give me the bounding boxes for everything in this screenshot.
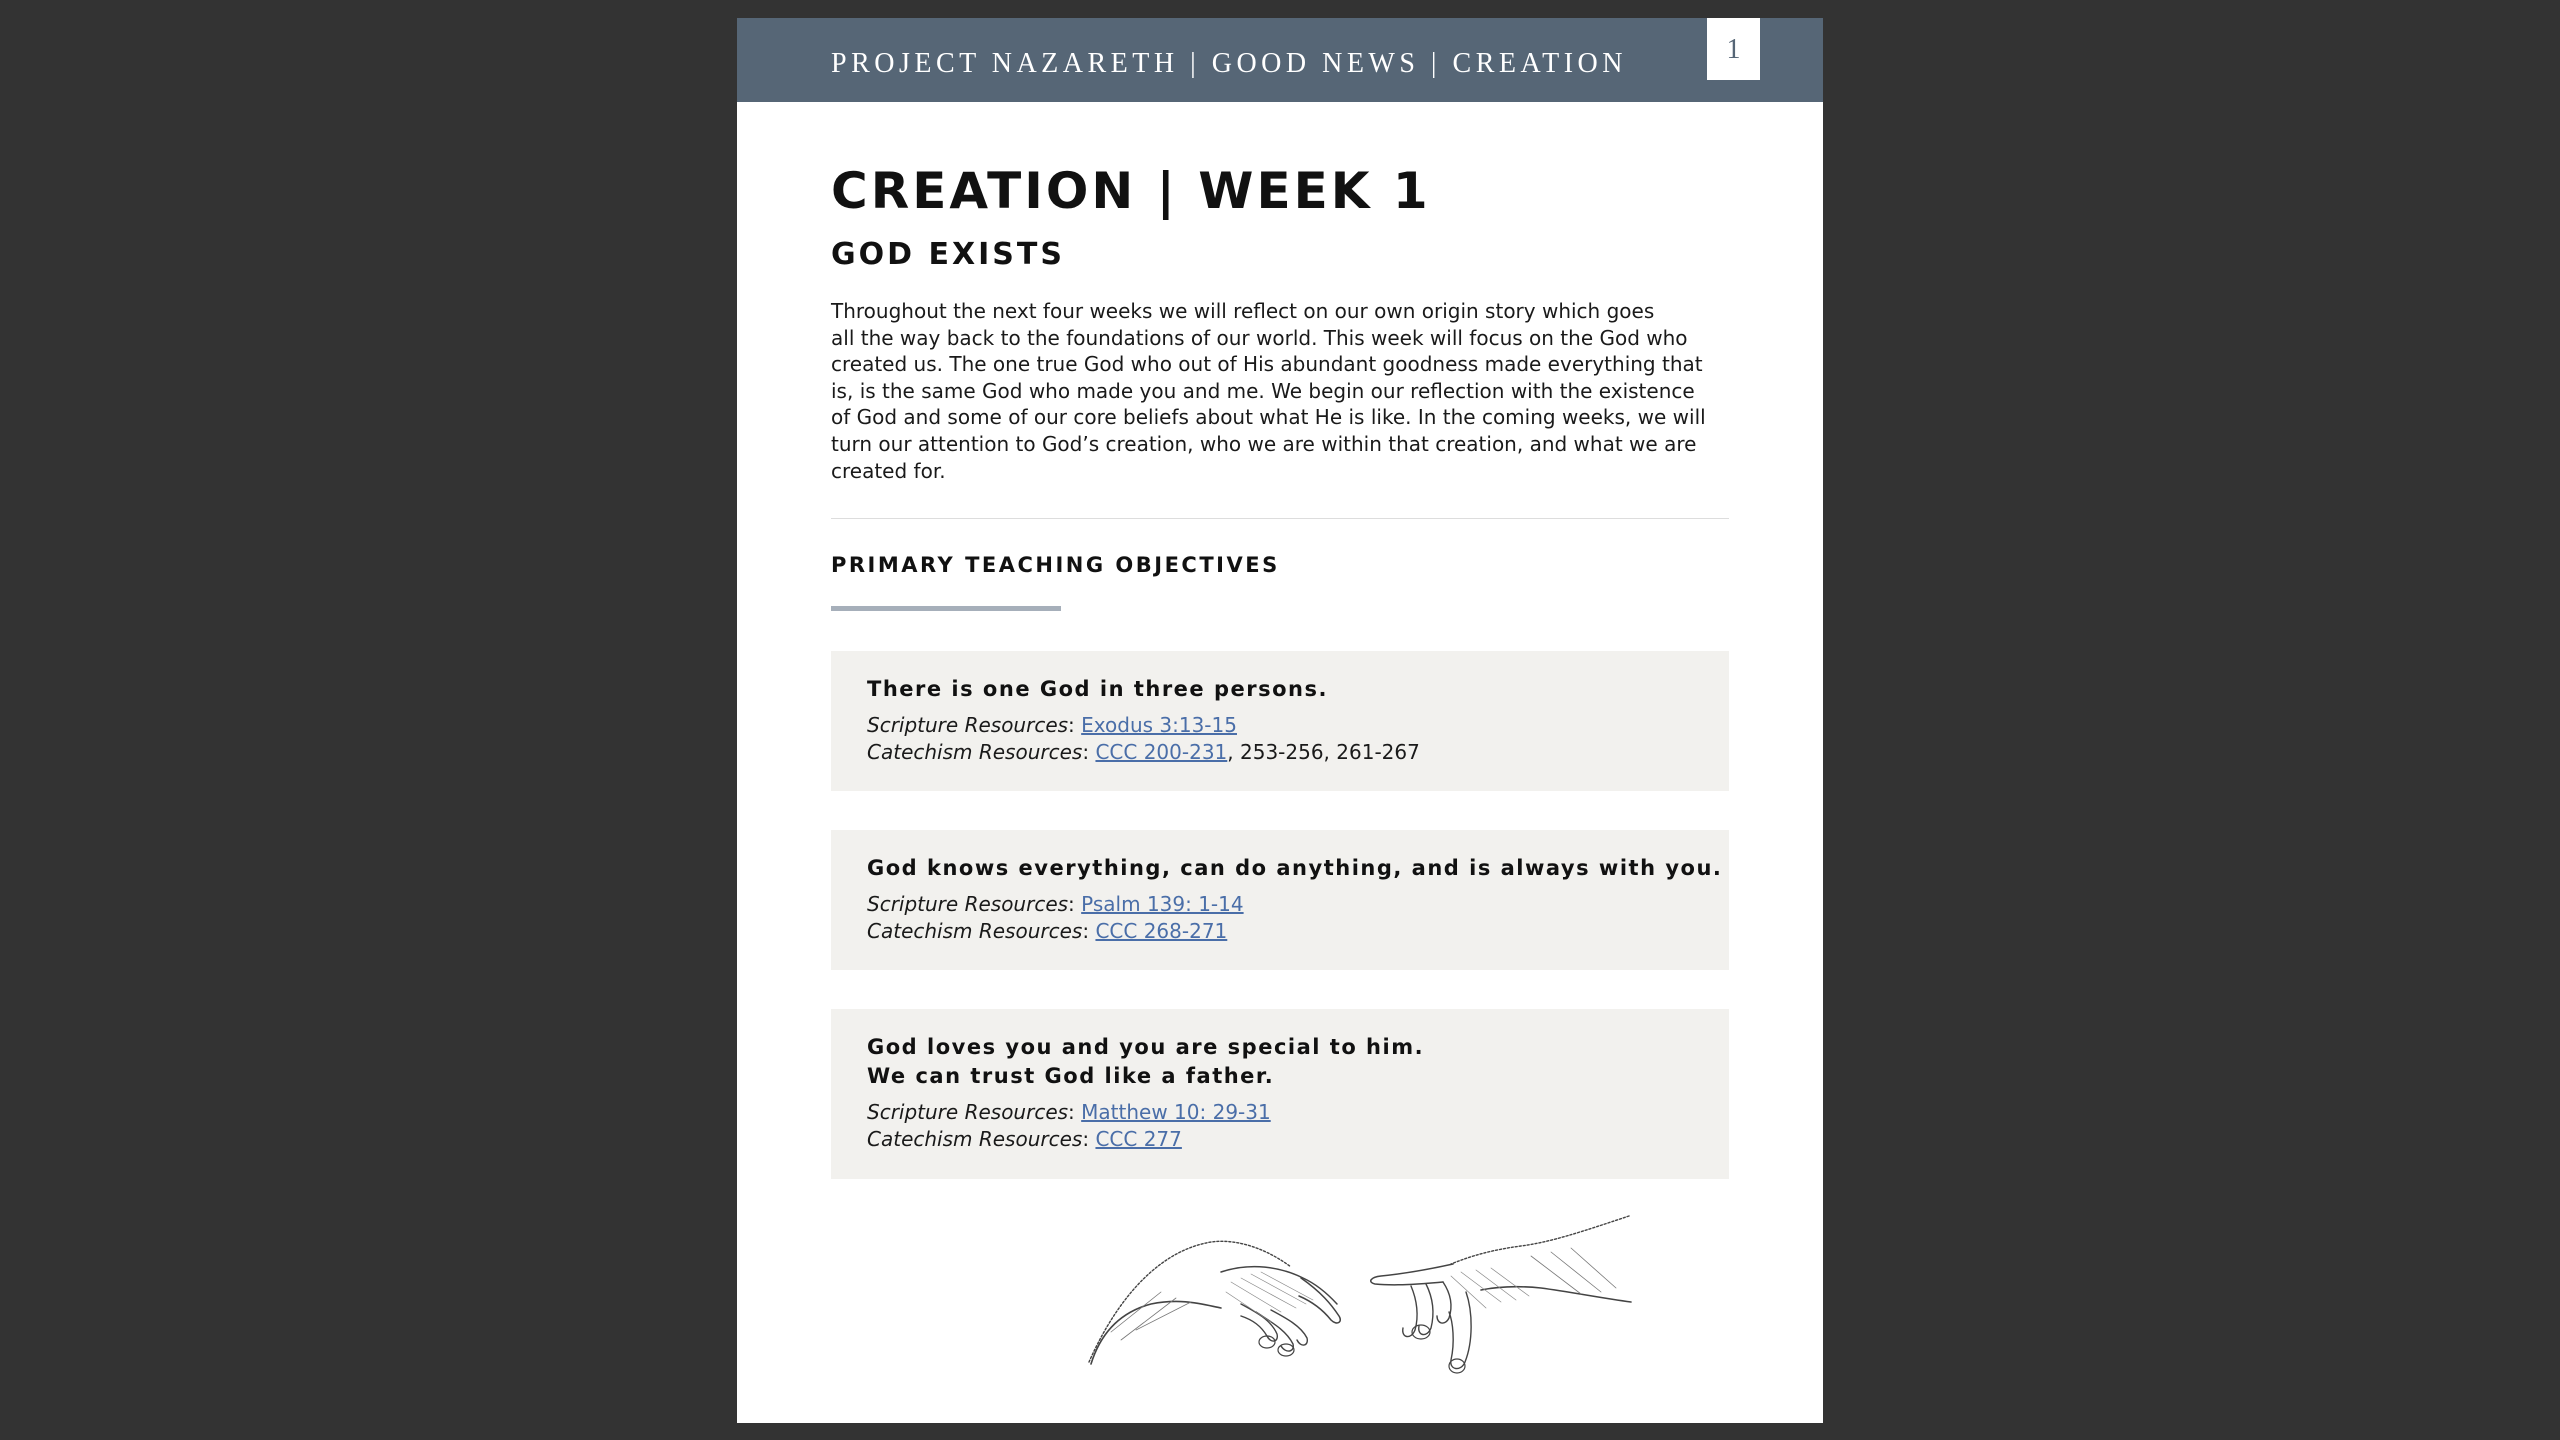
intro-line: created for. xyxy=(831,458,946,483)
objective-title xyxy=(867,1033,1693,1091)
heading-underline xyxy=(831,606,1061,611)
intro-line: turn our attention to God’s creation, who we are within that creation, and what we are xyxy=(831,431,1697,456)
objective-title-line: God loves you and you are special to him. xyxy=(867,1035,1425,1059)
catechism-label: Catechism Resources xyxy=(867,919,1083,943)
catechism-label: Catechism Resources xyxy=(867,1127,1083,1151)
catechism-label: Catechism Resources xyxy=(867,740,1083,764)
page-title: CREATION | WEEK 1 xyxy=(831,162,1431,220)
intro-line: all the way back to the foundations of our world. This week will focus on the God who xyxy=(831,325,1688,350)
scripture-link[interactable]: Matthew 10: 29-31 xyxy=(1081,1100,1271,1124)
catechism-resources xyxy=(867,918,1693,945)
right-hand-drawing xyxy=(1371,1216,1631,1373)
scripture-resources xyxy=(867,891,1693,918)
scripture-label: Scripture Resources xyxy=(867,1100,1069,1124)
catechism-link[interactable]: CCC 200-231 xyxy=(1095,740,1228,764)
objective-card xyxy=(831,1009,1729,1179)
scripture-label: Scripture Resources xyxy=(867,713,1069,737)
catechism-resources xyxy=(867,1126,1693,1153)
objective-card xyxy=(831,830,1729,970)
catechism-link[interactable]: CCC 268-271 xyxy=(1095,919,1228,943)
catechism-link[interactable]: CCC 277 xyxy=(1095,1127,1182,1151)
intro-line: is, is the same God who made you and me. We begin our reflection with the existence xyxy=(831,378,1695,403)
intro-line: of God and some of our core beliefs about what He is like. In the coming weeks, we will xyxy=(831,405,1706,430)
intro-line: created us. The one true God who out of His abundant goodness made everything that xyxy=(831,352,1703,377)
left-hand-drawing xyxy=(1089,1241,1340,1364)
page-number: 1 xyxy=(1707,18,1760,80)
label-separator: : xyxy=(1068,713,1075,737)
label-separator: : xyxy=(1068,892,1075,916)
label-separator: : xyxy=(1082,1127,1090,1151)
label-separator: : xyxy=(1068,1100,1075,1124)
intro-paragraph xyxy=(831,298,1729,484)
page-header xyxy=(737,18,1823,102)
scripture-resources xyxy=(867,1099,1693,1126)
header-title: PROJECT NAZARETH | GOOD NEWS | CREATION xyxy=(831,48,1627,79)
scripture-link[interactable]: Exodus 3:13-15 xyxy=(1081,713,1237,737)
catechism-resources xyxy=(867,739,1693,766)
catechism-extra: , 253-256, 261-267 xyxy=(1227,740,1420,764)
scripture-link[interactable]: Psalm 139: 1-14 xyxy=(1081,892,1244,916)
section-divider xyxy=(831,518,1729,519)
scripture-resources xyxy=(867,712,1693,739)
label-separator: : xyxy=(1082,740,1090,764)
objective-title-line: There is one God in three persons. xyxy=(867,677,1328,701)
objective-title-line: God knows everything, can do anything, and is always with you. xyxy=(867,856,1723,880)
objectives-heading: PRIMARY TEACHING OBJECTIVES xyxy=(831,553,1280,577)
scripture-label: Scripture Resources xyxy=(867,892,1069,916)
creation-hands-illustration xyxy=(1081,1212,1641,1402)
label-separator: : xyxy=(1082,919,1090,943)
objective-title xyxy=(867,675,1693,704)
intro-line: Throughout the next four weeks we will reflect on our own origin story which goes xyxy=(831,299,1655,323)
page-subtitle: GOD EXISTS xyxy=(831,237,1065,272)
objective-title-line: We can trust God like a father. xyxy=(867,1064,1275,1088)
objective-card xyxy=(831,651,1729,791)
document-page xyxy=(737,18,1823,1423)
objective-title xyxy=(867,854,1723,883)
